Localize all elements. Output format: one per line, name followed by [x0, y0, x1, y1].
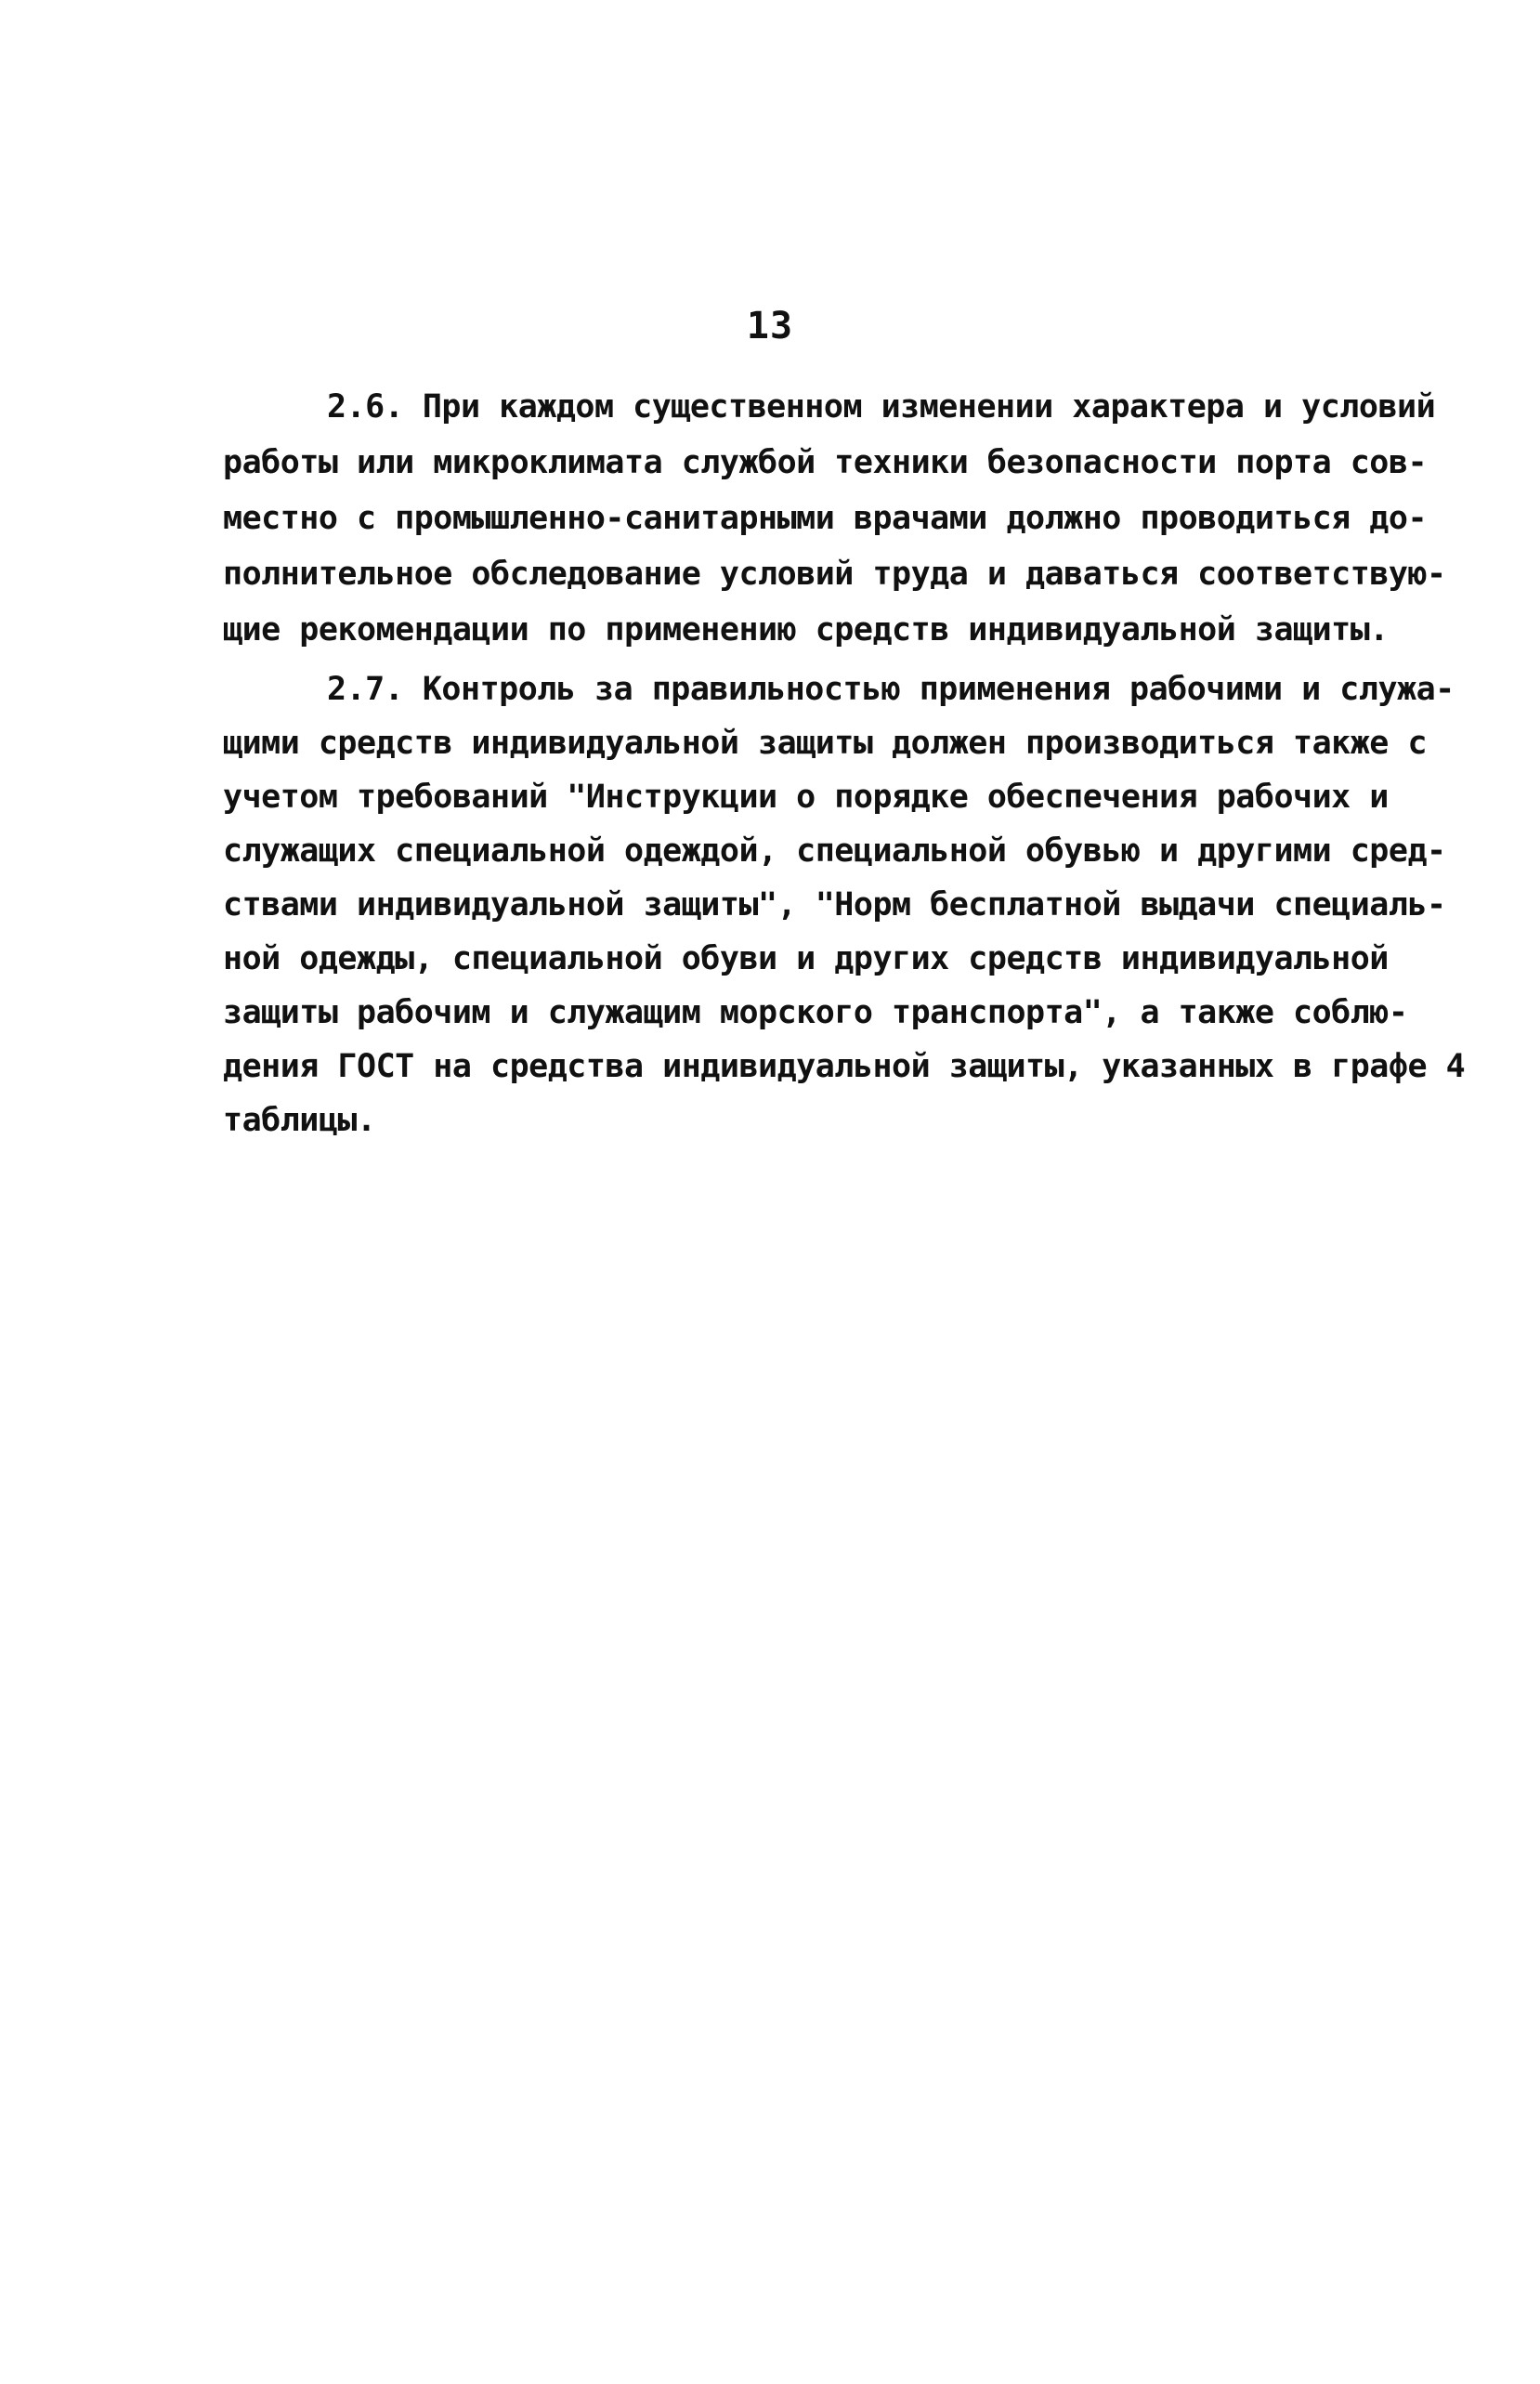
page-number: 13	[746, 305, 794, 347]
text-line: ствами индивидуальной защиты", "Норм бесплатной выдачи специаль-	[223, 886, 1446, 923]
text-line: учетом требований "Инструкции о порядке обеспечения рабочих и	[223, 779, 1389, 816]
text-line: щими средств индивидуальной защиты должен производиться также с	[223, 725, 1428, 762]
text-line: 2.7. Контроль за правильностью применения рабочими и служа-	[327, 671, 1455, 708]
text-line: ной одежды, специальной обуви и других средств индивидуальной	[223, 940, 1389, 977]
text-line: местно с промышленно-санитарными врачами должно проводиться до-	[223, 500, 1428, 537]
text-line: 2.6. При каждом существенном изменении характера и условий	[327, 388, 1436, 426]
text-line: защиты рабочим и служащим морского транспорта", а также соблю-	[223, 994, 1408, 1031]
text-line: служащих специальной одеждой, специальной обувью и другими сред-	[223, 832, 1446, 870]
text-line: дения ГОСТ на средства индивидуальной защиты, указанных в графе 4	[223, 1048, 1466, 1085]
text-line: щие рекомендации по применению средств индивидуальной защиты.	[223, 611, 1389, 648]
text-line: таблицы.	[223, 1102, 376, 1139]
text-line: работы или микроклимата службой техники безопасности порта сов-	[223, 444, 1428, 481]
text-line: полнительное обследование условий труда и даваться соответствую-	[223, 556, 1446, 593]
